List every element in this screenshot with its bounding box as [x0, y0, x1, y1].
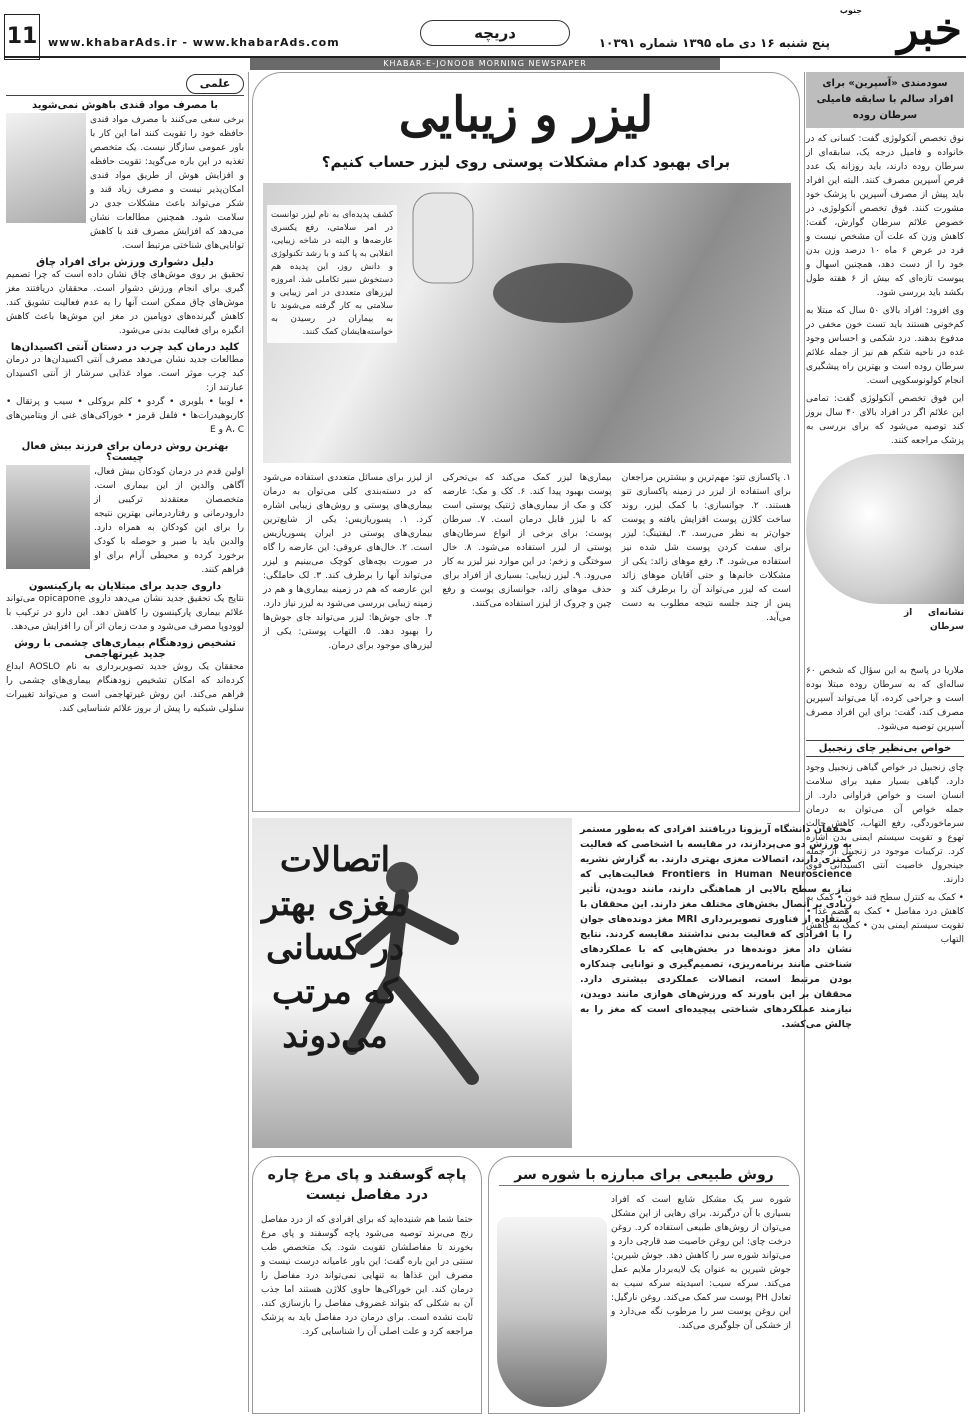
aspirin-body-1: نوق تخصص آنکولوژی گفت: کسانی که در خانواده و فامیل درجه یک، سابقه‌ای از سرطان روده دارند، باید روزانه یک عدد قرص آسپرین مصرف کنند. البته این افراد باید پیش از مصرف آسپرین با پزشک خود مشورت کنند. فوق تخصص آنکولوژی، در خصوص علائم سرطان گوارش، گفت: کاهش وزن که علت آن مشخص نیست و فرد در عرض ۶ ماه ۱۰ درصد وزن بدن خود را از دست دهد، همچنین اسهال و یبوست تازه‌ای که بیش از ۶ هفته طول بکشد باید بررسی شود.	[806, 134, 964, 298]
logo-subtext: جنوب	[839, 6, 862, 15]
dateline: پنج شنبه ۱۶ دی ماه ۱۳۹۵ شماره ۱۰۳۹۱	[598, 36, 830, 50]
laser-column-2: بیماری‌ها لیزر کمک می‌کند که بی‌تحرکی پوست بهبود پیدا کند. ۶. کک و مک: عارضه کک و مک از بیماری‌های ژنتیک پوستی است که با لیزر قابل درمان است. ۷. سرطان پوست: برای برخی از انواع سرطان‌های پوستی از لیزر استفاده می‌شود. ۸. خال سوختگی و زخم: در این موارد نیز لیزر به کار می‌رود. ۹. لیزر زیبایی: بسیاری از افراد برای حذف موهای زائد، جوانسازی پوست و رفع چین و چروک از لیزر استفاده می‌کنند.	[442, 473, 612, 609]
parkinson-body: نتایج یک تحقیق جدید نشان می‌دهد داروی opicapone می‌تواند علائم بیماری پارکینسون را کاهش دهد. این دارو در ترکیب با لوودوپا مصرف می‌شود و مدت زمان اثر آن را افزایش می‌دهد.	[6, 594, 244, 632]
sheep-trotters-article	[252, 1156, 482, 1414]
goggles-shape	[493, 263, 633, 323]
fatty-liver-headline: کلید درمان کبد چرب در دستان آنتی اکسیدان‌ها	[10, 342, 240, 353]
fatty-liver-body: مطالعات جدید نشان می‌دهد مصرف آنتی اکسیدان‌ها در درمان کبد چرب موثر است. مواد غذایی سرشار از آنتی اکسیدان عبارتند از:	[6, 355, 244, 393]
brain-article	[252, 818, 852, 1148]
aspirin-caption: نشانه‌ای از سرطان	[904, 608, 964, 632]
dandruff-headline: روش طبیعی برای مبارزه با شوره سر	[499, 1165, 789, 1186]
website-url[interactable]: www.khabarAds.ir - www.khabarAds.com	[48, 36, 340, 49]
section-title: دریچه	[420, 20, 570, 46]
laser-column-3: ۱. پاکسازی تتو: مهم‌ترین و بیشترین مراجعان برای استفاده از لیزر در زمینه پاکسازی تتو هستند. ۲. جوانسازی: با کمک لیزر، روند ساخت کلاژن پوست افزایش یافته و پوست جوان‌تر به نظر می‌رسد. ۳. لیفتینگ: لیزر برای سفت کردن پوست شل شده نیز استفاده می‌شود. ۴. رفع موهای زائد: یکی از مشکلات خانم‌ها و حتی آقایان موهای زائد است که لیزر می‌تواند آن را برطرف کند و پس از چند جلسه نتیجه مطلوب به دست می‌آید.	[621, 473, 791, 623]
ginger-tea-bullets: • کمک به کنترل سطح قند خون • کمک به کاهش درد مفاصل • کمک به هضم غذا • تقویت سیستم ایمنی بدن • کمک به کاهش التهاب	[806, 893, 964, 945]
shouting-child-image	[6, 465, 90, 569]
sugar-body: برخی سعی می‌کنند با مصرف مواد قندی حافظه خود را تقویت کنند اما این کار با باور عمومی سازگار نیست. یک متخصص تغذیه در این باره می‌گوید: تقویت حافظه و افزایش هوش از طریق مواد قندی امکان‌پذیر نیست و مصرف زیاد قند و شکر می‌تواند باعث مشکلات جدی در سلامت شود. همچنین مطالعات نشان می‌دهد که افزایش مصرف قند با کاهش توانایی‌های شناختی مرتبط است.	[90, 115, 244, 251]
aspirin-body-2: وی افزود: افراد بالای ۵۰ سال که مبتلا به کم‌خونی هستند باید تست خون مخفی در مدفوع بدهند. درد شکمی و احساس وجود غده در ناحیه شکم هم نیز از جمله علائم سرطان روده است و بهترین راه پیشگیری انجام کولونوسکوپی است.	[806, 306, 964, 386]
dandruff-article	[488, 1156, 800, 1414]
masthead	[0, 0, 970, 70]
sheep-trotters-body: حتما شما هم شنیده‌اید که برای افرادی که از درد مفاصل رنج می‌برند توصیه می‌شود پاچه گوسفند و پای مرغ بخورند تا مفاصلشان تقویت شود. یک متخصص طب سنتی در این باره گفت: این باور عامیانه درست نیست و مصرف این غذاها به تنهایی نمی‌تواند درد مفاصل را درمان کند. این خوراکی‌ها حاوی کلاژن هستند اما جذب آن به شکلی که بتواند غضروف مفاصل را بازسازی کند، ثابت نشده است. برای درمان درد مفاصل باید به پزشک مراجعه کرد و علت اصلی آن را شناسایی کرد.	[261, 1215, 473, 1337]
obesity-exercise-headline: دلیل دشواری ورزش برای افراد چاق	[36, 257, 214, 268]
ginger-tea-headline: خواص بی‌نظیر چای زنجبیل	[806, 740, 964, 757]
aspirin-photo-block	[806, 454, 964, 664]
sugar-cubes-image	[6, 113, 86, 223]
laser-column-1: از لیزر برای مسائل متعددی استفاده می‌شود که در دسته‌بندی کلی می‌توان به درمان بیماری‌های پوستی و روش‌های زیبایی اشاره کرد. ۱. پسوریازیس: یکی از شایع‌ترین بیماری‌های پوستی در ایران پسوریازیس است. ۲. خال‌های عروقی: این عارضه را گاه در صورت بچه‌های کوچک می‌بینیم و لیزر می‌تواند آنها را برطرف کند. ۳. لک حاملگی: این عارضه که هم در زمینه بیماری‌ها و هم در زمینه زیبایی بررسی می‌شود به لیزر نیاز دارد. ۴. جای جوش‌ها: لیزر می‌تواند جای جوش‌ها را بهبود دهد. ۵. التهاب پوستی: یکی از لیزرهای موجود برای درمان.	[263, 473, 433, 651]
logo-text: خبر	[897, 4, 962, 55]
oil-dropper-image	[497, 1217, 607, 1407]
eye-disease-body: محققان یک روش جدید تصویربرداری به نام AOSLO ابداع کرده‌اند که امکان تشخیص زودهنگام بیماری‌های چشمی را فراهم می‌کند. این روش غیرتهاجمی است و می‌تواند تغییرات سلولی شبکیه را پیش از بروز علائم شناسایی کند.	[6, 662, 244, 714]
aspirin-pill-image	[806, 454, 964, 604]
laser-device-shape	[413, 193, 473, 283]
sugar-headline: با مصرف مواد قندی باهوش نمی‌شوید	[31, 100, 219, 111]
runner-image	[252, 818, 572, 1148]
science-section-header	[6, 72, 244, 96]
page-number: 11	[4, 14, 40, 60]
laser-lede: کشف پدیده‌ای به نام لیزر توانست در امر سلامتی، رفع یکسری عارضه‌ها و البته در شاخه زیبایی، انقلابی به پا کند و با رشد تکنولوژی و دانش روز، این پدیده هم دستخوش سیر تکاملی شد. امروزه لیزرهای متعددی در امر زیبایی و سلامتی به کار گرفته می‌شوند تا به بیماران در رسیدن به خواسته‌هایشان کمک کنند.	[267, 205, 397, 343]
eye-disease-headline: تشخیص زودهنگام بیماری‌های چشمی با روش جدید غیرتهاجمی	[14, 638, 236, 660]
science-badge: علمی	[186, 74, 244, 94]
adhd-body: اولین قدم در درمان کودکان بیش فعال، آگاهی والدین از این بیماری است. متخصصان معتقدند ترکیبی از دارودرمانی و رفتاردرمانی بهترین نتیجه را برای این کودکان به همراه دارد. والدین باید با صبر و حوصله با کودک برخورد کرده و محیطی آرام برای او فراهم کنند.	[94, 467, 244, 575]
obesity-exercise-body: تحقیق بر روی موش‌های چاق نشان داده است که چرا تصمیم گیری برای انجام ورزش دشوار است. محققان دریافتند مغز موش‌های چاق ممکن است آنها را به عدم فعالیت تشویق کند. کاهش گیرنده‌های دوپامین در مغز این موش‌ها باعث کاهش انگیزه برای فعالیت بدنی می‌شود.	[6, 270, 244, 336]
aspirin-headline: سودمندی «آسپرین» برای افراد سالم با سابقه فامیلی سرطان روده	[806, 72, 964, 128]
fatty-liver-list: • لوبیا • بلوبری • گردو • کلم بروکلی • سیب و پرتقال • کاربوهیدرات‌ها • فلفل قرمز • خوراکی‌های غنی از ویتامین‌های A، C و E	[6, 397, 244, 435]
brain-body: محققان دانشگاه آریزونا دریافتند افرادی که به‌طور مستمر به ورزش دو می‌پردازند، در مقایسه با اشخاصی که فعالیت کمتری دارند، اتصالات مغزی بهتری دارند. به گزارش نشریه Frontiers in Human Neuroscience فعالیت‌هایی که نیاز به سطح بالایی از هماهنگی دارند، مانند دویدن، تأثیر زیادی بر اتصال بخش‌های مختلف مغز دارند. این محققان با استفاده از فناوری تصویربرداری MRI مغز دونده‌های جوان را با افرادی که فعالیت بدنی نداشتند مقایسه کردند. نتایج نشان داد مغز دونده‌ها در بخش‌هایی که با عملکردهای شناختی مانند برنامه‌ریزی، تصمیم‌گیری و توانایی چندکاره بودن مرتبط است، اتصالات عملکردی بیشتری دارد. محققان بر این باورند که ورزش‌های هوازی مانند دویدن، نیازمند عملکردهای شناختی پیچیده‌ای است که مغز را به چالش می‌کشد.	[580, 824, 853, 1030]
adhd-headline: بهترین روش درمان برای فرزند بیش فعال چیست؟	[21, 441, 229, 463]
left-column-divider	[248, 72, 249, 1412]
left-column	[6, 72, 244, 1412]
dandruff-body: شوره سر یک مشکل شایع است که افراد بسیاری با آن درگیرند. برای رهایی از این مشکل می‌توان از روش‌های طبیعی استفاده کرد. روغن درخت چای: این روغن خاصیت ضد قارچی دارد و می‌تواند شوره سر را کاهش دهد. جوش شیرین: جوش شیرین به عنوان یک لایه‌بردار ملایم عمل می‌کند. سرکه سیب: اسیدیته سرکه سیب به تعادل PH پوست سر کمک می‌کند. روغن نارگیل: این روغن پوست سر را مرطوب نگه می‌دارد و از خشکی آن جلوگیری می‌کند.	[611, 1195, 791, 1331]
parkinson-headline: داروی جدید برای مبتلایان به پارکینسون	[28, 581, 222, 592]
ginger-tea-body: چای زنجبیل در خواص گیاهی زنجبیل وجود دارد. گیاهی بسیار مفید برای سلامت انسان است و خواص فراوانی دارد. از جمله خواص آن می‌توان به درمان سرماخوردگی، رفع التهاب، کاهش حالت تهوع و تقویت سیستم ایمنی بدن اشاره کرد. ترکیبات موجود در زنجبیل از جمله جینجرول خاصیت آنتی اکسیدانی قوی دارند.	[806, 763, 964, 885]
right-column	[806, 72, 964, 1412]
masthead-strip: KHABAR-E-JONOOB MORNING NEWSPAPER	[250, 58, 720, 70]
laser-article	[252, 72, 800, 812]
right-column-divider	[804, 72, 805, 1412]
newspaper-logo	[839, 4, 962, 60]
laser-title: لیزر و زیبایی	[398, 87, 654, 143]
aspirin-body-4: ملاریا در پاسخ به این سؤال که شخص ۶۰ ساله‌ای که به سرطان روده مبتلا بوده است و جراحی کرده، آیا می‌تواند آسپرین مصرف کند، گفت: برای این افراد مصرف آسپرین توصیه می‌شود.	[806, 666, 964, 732]
aspirin-body-3: این فوق تخصص آنکولوژی گفت: تمامی این علائم اگر در افراد بالای ۴۰ سال بروز کند توصیه می‌شود که برای بررسی به پزشک مراجعه کنند.	[806, 394, 964, 446]
sheep-trotters-headline: پاچه گوسفند و پای مرغ چاره درد مفاصل نیست	[267, 1167, 467, 1203]
laser-subtitle: برای بهبود کدام مشکلات پوستی روی لیزر حساب کنیم؟	[321, 153, 731, 171]
brain-headline: اتصالات مغزی بهتر در کسانی که مرتب می‌دوند	[262, 840, 408, 1056]
